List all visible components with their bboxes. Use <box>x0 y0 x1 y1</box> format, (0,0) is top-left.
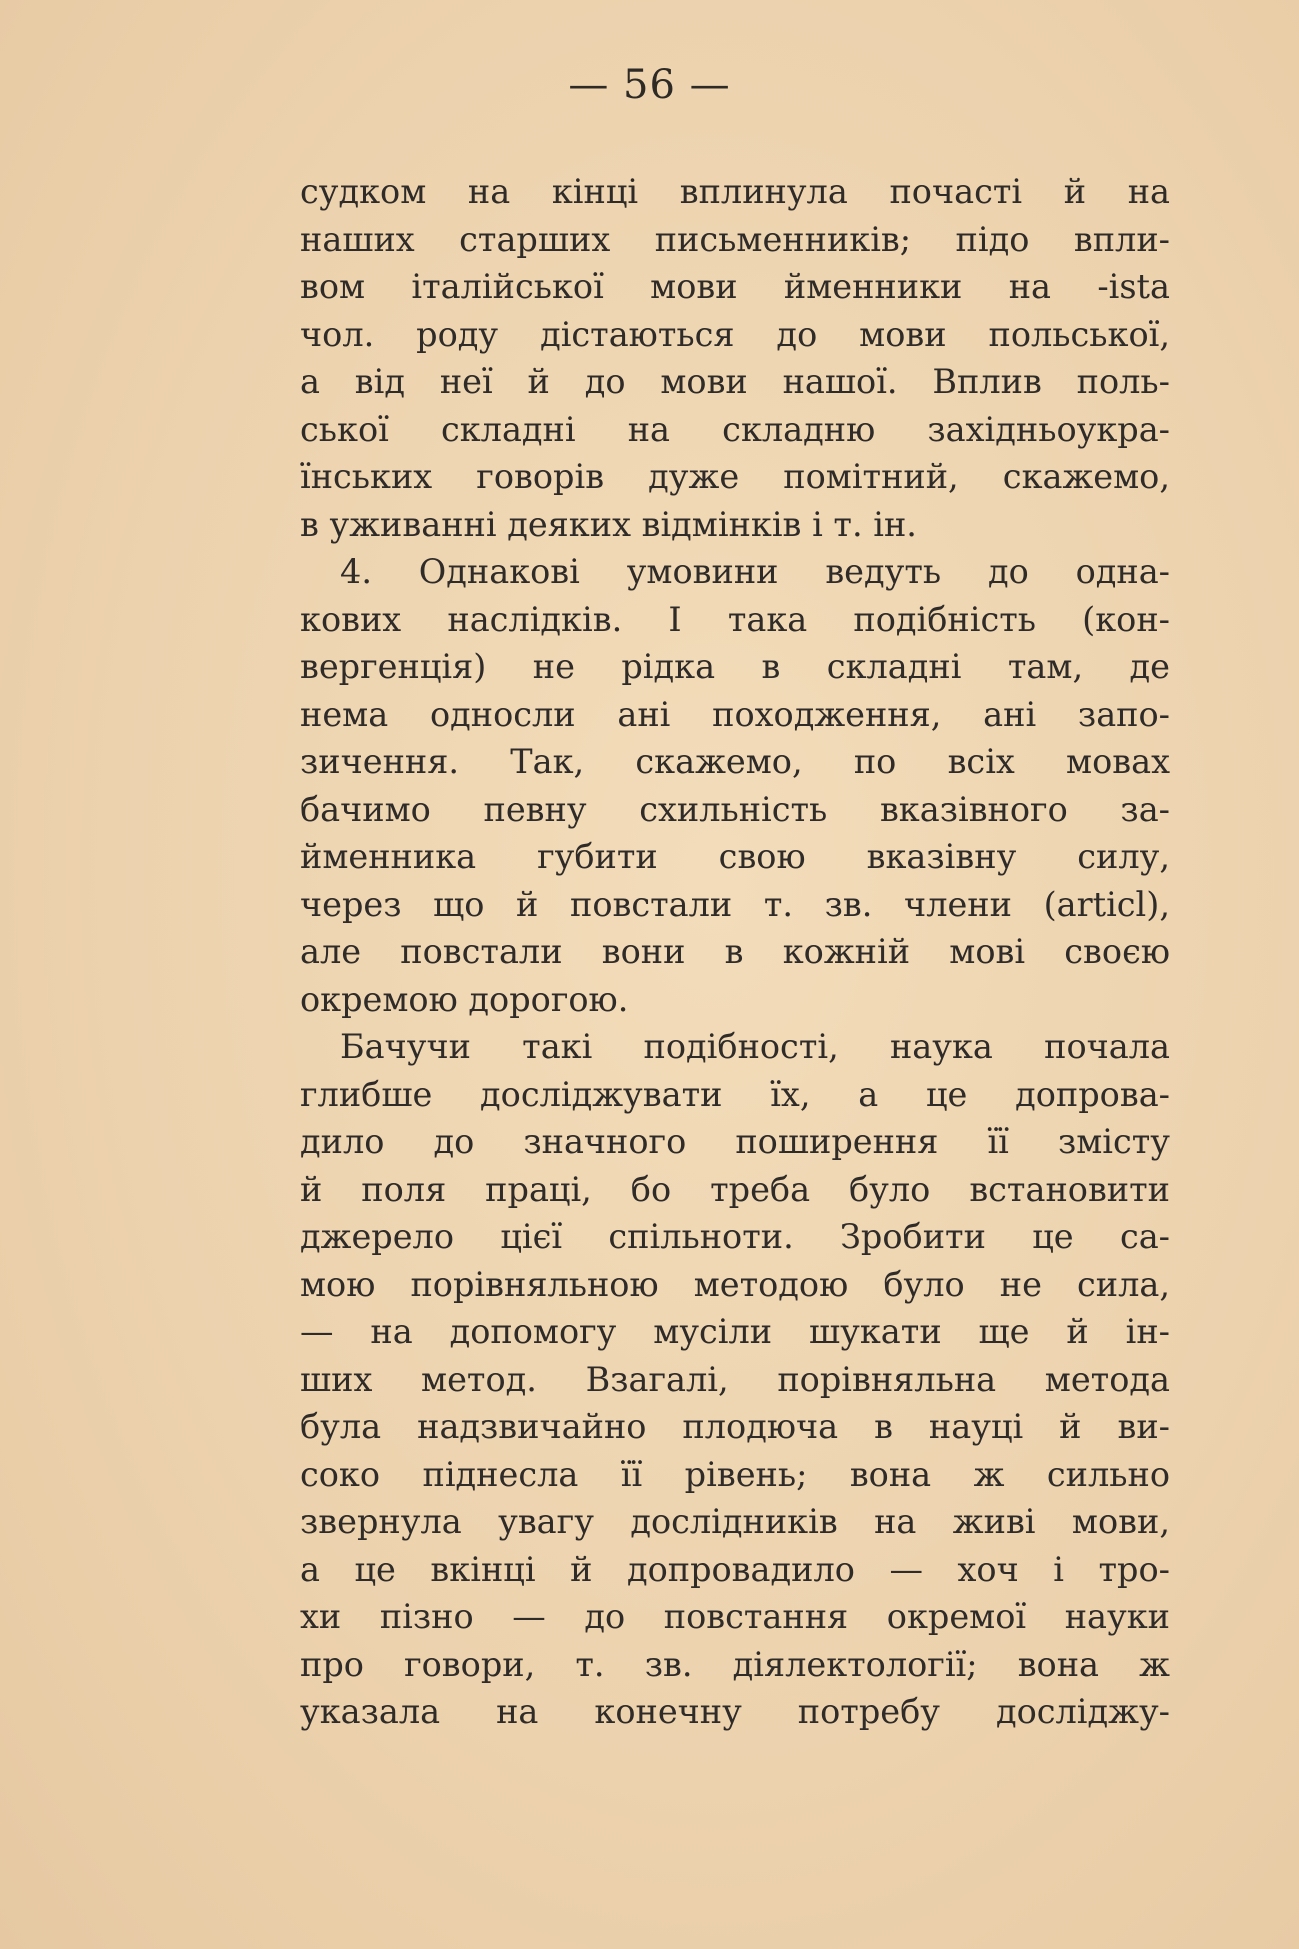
text-line: указала на конечну потребу досліджу- <box>300 1692 1170 1731</box>
text-line: йменника губити свою вказівну силу, <box>300 837 1170 876</box>
text-line: а від неї й до мови нашої. Вплив поль- <box>300 362 1170 401</box>
text-line: мою порівняльною методою було не сила, <box>300 1264 1170 1304</box>
text-line: — на допомогу мусіли шукати ще й ін- <box>300 1312 1170 1351</box>
paragraph-3 <box>300 1023 1170 1736</box>
text-line: звернула увагу дослідників на живі мови, <box>300 1502 1170 1541</box>
text-line: глибше досліджувати їх, а це допрова- <box>300 1074 1170 1114</box>
text-line: дило до значного поширення її змісту <box>300 1122 1170 1161</box>
text-line: 4. Однакові умовини ведуть до одна- <box>340 552 1170 591</box>
text-line: їнських говорів дуже помітний, скажемо, <box>300 457 1170 496</box>
text-line: чол. роду дістаються до мови польської, <box>300 314 1170 354</box>
text-line: вергенція) не рідка в складні там, де <box>300 647 1170 686</box>
text-line: була надзвичайно плодюча в науці й ви- <box>300 1407 1170 1446</box>
text-line: Бачучи такі подібності, наука почала <box>340 1027 1170 1066</box>
body-text <box>300 168 1170 1736</box>
text-line: через що й повстали т. зв. члени (articl), <box>300 884 1170 924</box>
text-line: ших метод. Взагалі, порівняльна метода <box>300 1359 1170 1399</box>
page-number: — 56 — <box>568 62 731 108</box>
text-line: й поля праці, бо треба було встановити <box>300 1169 1170 1209</box>
text-line: бачимо певну схильність вказівного за- <box>300 789 1170 829</box>
paragraph-2 <box>300 548 1170 1023</box>
text-line: нема односли ані походження, ані запо- <box>300 694 1170 734</box>
text-line: судком на кінці вплинула почасті й на <box>300 172 1170 211</box>
text-line: джерело цієї спільноти. Зробити це са- <box>300 1217 1170 1256</box>
text-line: а це вкінці й допровадило — хоч і тро- <box>300 1549 1170 1589</box>
text-line: ської складні на складню західньоукра- <box>300 409 1170 449</box>
paragraph-1 <box>300 168 1170 548</box>
text-line: про говори, т. зв. діялектології; вона ж <box>300 1644 1170 1684</box>
text-line: соко піднесла її рівень; вона ж сильно <box>300 1454 1170 1494</box>
text-line: вом італійської мови йменники на -ista <box>300 267 1170 306</box>
text-line: зичення. Так, скажемо, по всіх мовах <box>300 742 1170 781</box>
text-line: наших старших письменників; підо впли- <box>300 219 1170 259</box>
text-line: в уживанні деяких відмінків і т. ін. <box>300 504 917 544</box>
text-line: але повстали вони в кожній мові своєю <box>300 932 1170 971</box>
text-line: кових наслідків. І така подібність (кон- <box>300 599 1170 639</box>
text-line: хи пізно — до повстання окремої науки <box>300 1597 1170 1636</box>
text-line: окремою дорогою. <box>300 979 629 1019</box>
